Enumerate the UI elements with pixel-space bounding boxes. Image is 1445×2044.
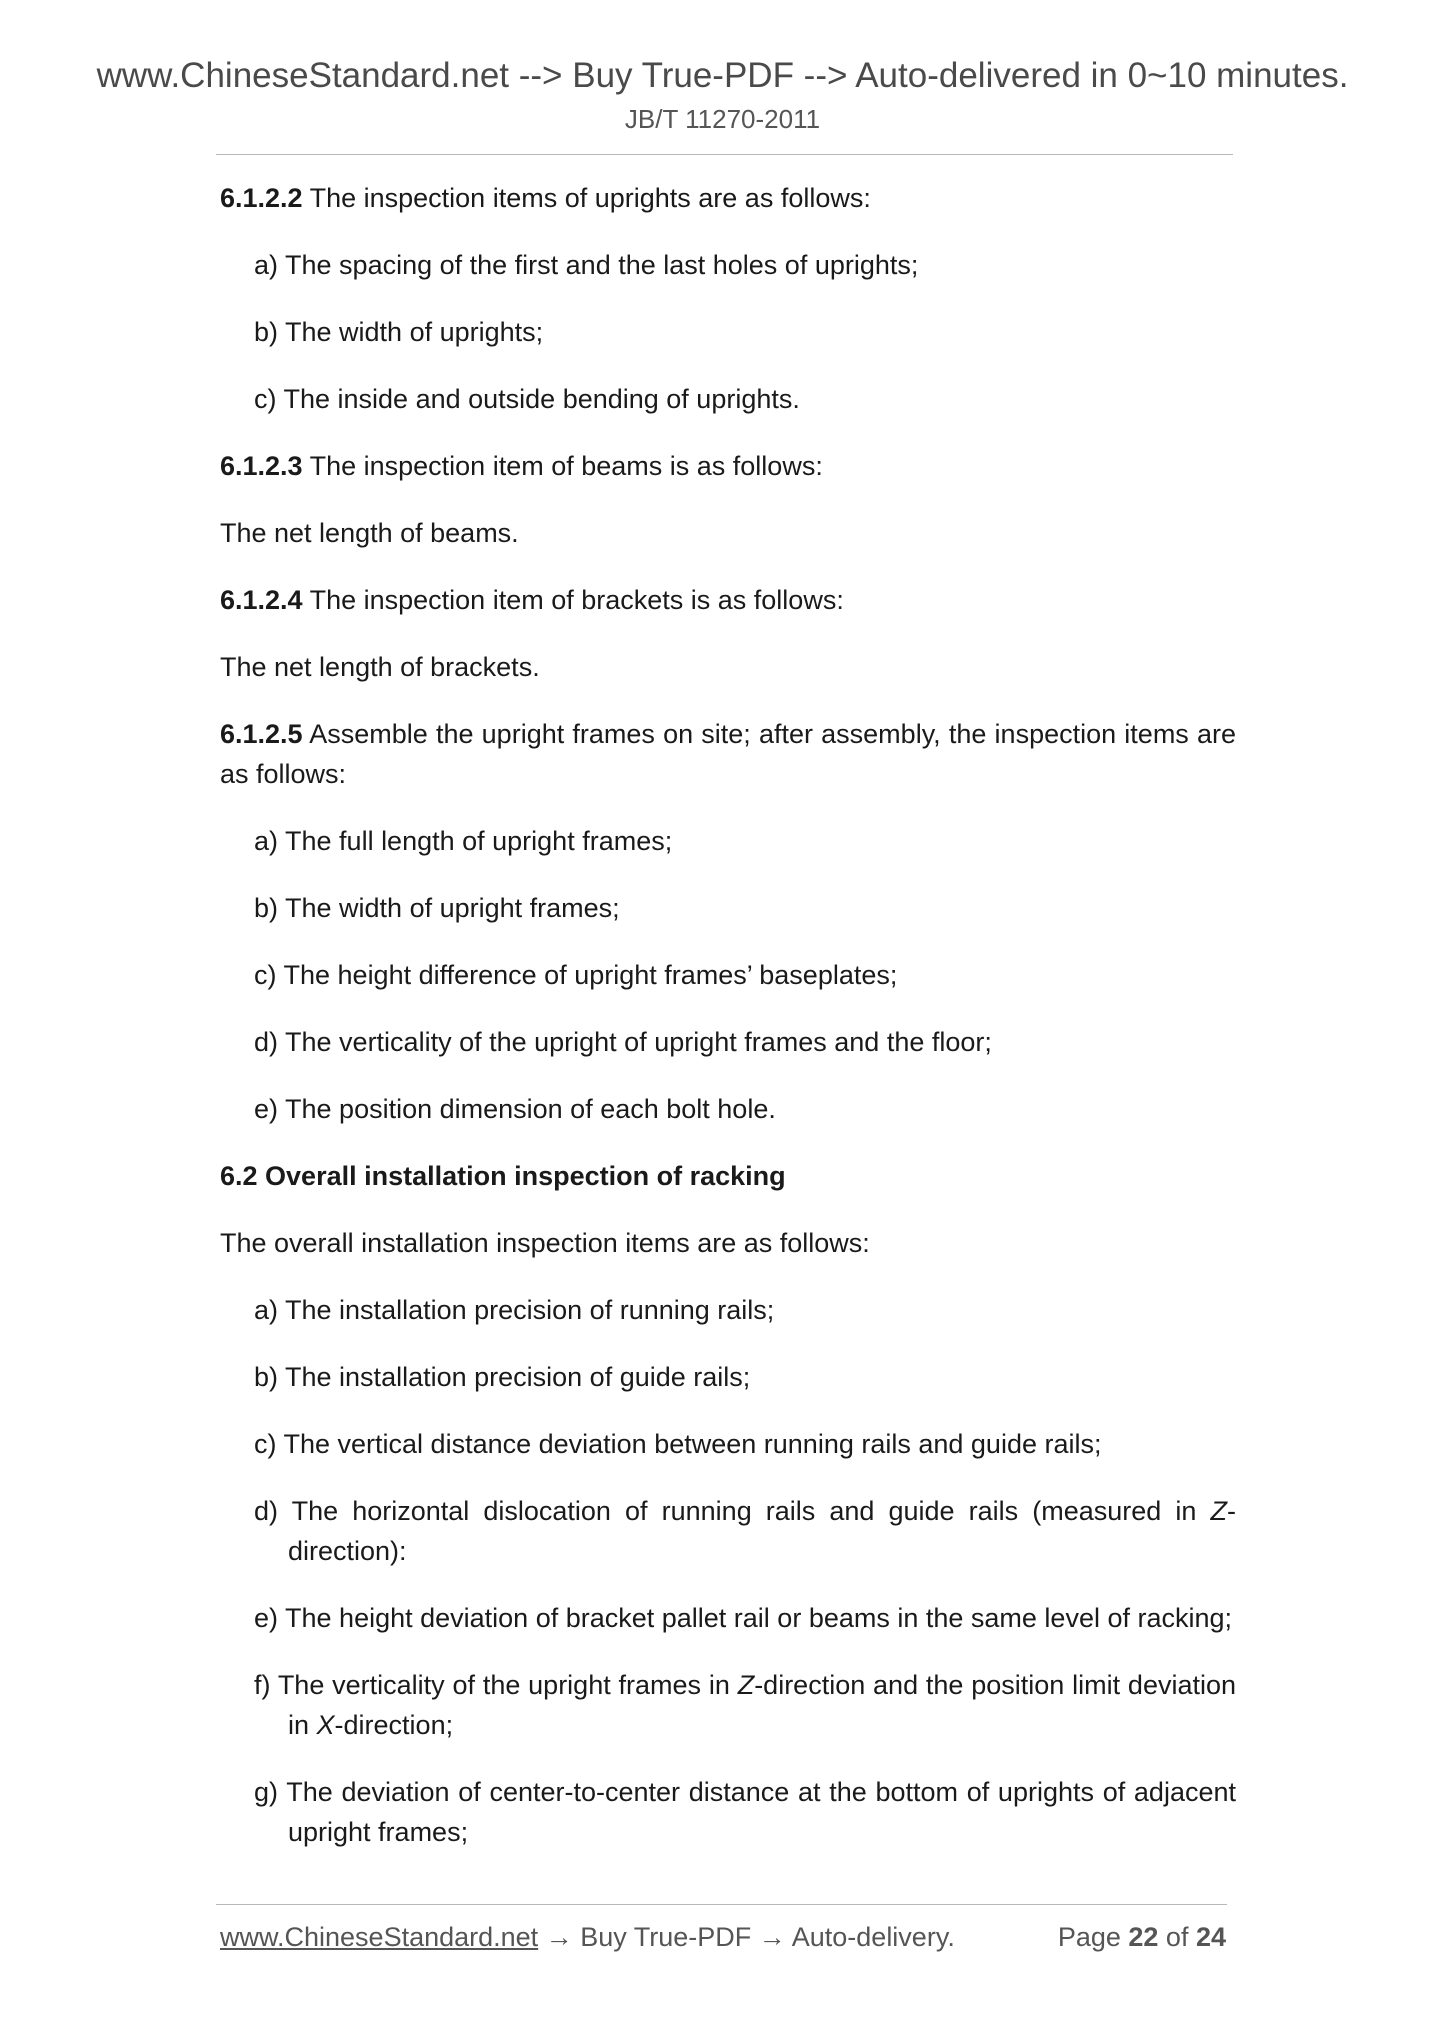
clause-6-1-2-4: [220, 580, 1236, 620]
header-divider: [216, 154, 1233, 155]
document-body: [220, 178, 1236, 1879]
total-pages: 24: [1195, 1922, 1226, 1952]
list-item: d) The horizontal dislocation of running rails and guide rails (measured in Z-direction):: [254, 1496, 1236, 1566]
clause-number: 6.1.2.3: [220, 451, 303, 481]
list-item: a) The spacing of the first and the last holes of uprights;: [254, 250, 919, 280]
list-item: c) The vertical distance deviation between running rails and guide rails;: [254, 1429, 1102, 1459]
clause-6-1-2-5: [220, 714, 1236, 794]
list-item: b) The width of upright frames;: [254, 893, 620, 923]
paragraph: The net length of brackets.: [220, 652, 540, 682]
list-item: a) The full length of upright frames;: [254, 826, 673, 856]
clause-6-1-2-2: [220, 178, 1236, 218]
clause-text: The inspection item of beams is as follows:: [302, 451, 823, 481]
page-number: Page 22 of 24: [1057, 1922, 1226, 1952]
list-item: d) The verticality of the upright of upright frames and the floor;: [254, 1027, 992, 1057]
list-item: c) The inside and outside bending of uprights.: [254, 384, 800, 414]
section-heading-6-2: 6.2 Overall installation inspection of racking: [220, 1161, 786, 1191]
list-item: g) The deviation of center-to-center distance at the bottom of uprights of adjacent upright frames;: [254, 1777, 1236, 1847]
clause-text: The inspection items of uprights are as follows:: [302, 183, 871, 213]
list-item: b) The width of uprights;: [254, 317, 544, 347]
list-item: f) The verticality of the upright frames in Z-direction and the position limit deviation in X-direction;: [254, 1670, 1237, 1740]
website-link[interactable]: www.ChineseStandard.net: [220, 1922, 539, 1952]
clause-text: The inspection item of brackets is as follows:: [302, 585, 844, 615]
axis-variable: Z: [1210, 1496, 1227, 1526]
paragraph: The overall installation inspection items are as follows:: [220, 1228, 870, 1258]
list-item: a) The installation precision of running rails;: [254, 1295, 775, 1325]
list-item: e) The position dimension of each bolt hole.: [254, 1094, 776, 1124]
clause-number: 6.1.2.4: [220, 585, 303, 615]
header-banner: www.ChineseStandard.net --> Buy True-PDF --> Auto-delivered in 0~10 minutes.: [96, 56, 1349, 95]
clause-number: 6.1.2.2: [220, 183, 303, 213]
clause-6-1-2-3: [220, 446, 1236, 486]
footer-divider: [216, 1904, 1227, 1905]
list-item: e) The height deviation of bracket pallet rail or beams in the same level of racking;: [254, 1603, 1233, 1633]
paragraph: The net length of beams.: [220, 518, 519, 548]
standard-code: JB/T 11270-2011: [624, 104, 821, 134]
axis-variable: X: [316, 1710, 335, 1740]
clause-number: 6.1.2.5: [220, 719, 303, 749]
list-item: c) The height difference of upright frames’ baseplates;: [254, 960, 898, 990]
clause-text: Assemble the upright frames on site; after assembly, the inspection items are as follows:: [220, 719, 1236, 789]
axis-variable: Z: [737, 1670, 755, 1700]
footer-left: [220, 1922, 955, 1953]
current-page: 22: [1128, 1922, 1159, 1952]
list-item: b) The installation precision of guide rails;: [254, 1362, 751, 1392]
footer-trail: → Buy True-PDF → Auto-delivery.: [538, 1922, 955, 1952]
